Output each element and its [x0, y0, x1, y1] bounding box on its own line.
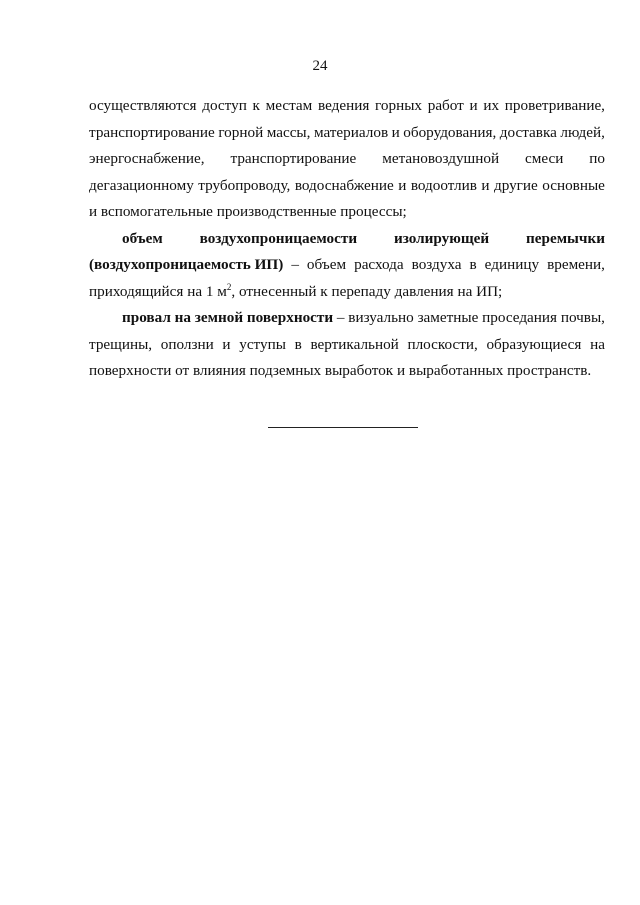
word: по [589, 150, 605, 167]
text-line [89, 332, 605, 359]
document-body [89, 93, 605, 385]
word: объем [306, 256, 347, 273]
text-line [89, 93, 605, 120]
word: водоотлив [410, 176, 477, 194]
word: – [336, 309, 345, 326]
word: местам [265, 97, 313, 114]
word: изолирующей [393, 229, 490, 247]
word: доставка [499, 123, 557, 141]
word: вертикальной [310, 335, 399, 353]
text-line: приходящийся на 1 $м^2$, отнесенный к перепаду давления на ИП; [89, 281, 503, 300]
word: – [291, 256, 299, 273]
word: времени, [547, 256, 605, 273]
word: осуществляются [89, 97, 197, 114]
word: в [469, 256, 477, 273]
word: перемычки [526, 229, 605, 247]
word: дегазационному [89, 176, 194, 194]
word: водоснабжение [294, 176, 394, 194]
word: к [252, 97, 260, 114]
word: воздуха [411, 256, 462, 273]
word: заметные [417, 309, 479, 326]
word: и [481, 176, 490, 194]
word: и [222, 335, 231, 353]
word: на [590, 335, 605, 353]
word: визуально [348, 309, 414, 326]
text-line [89, 173, 605, 200]
word: воздухопроницаемости [199, 229, 358, 247]
word: массы, [266, 123, 311, 141]
word: и [469, 97, 478, 114]
text-line [89, 146, 605, 173]
word: транспортирование [89, 123, 215, 141]
word: другие [493, 176, 538, 194]
word: плоскости, [407, 335, 478, 353]
separator-line [268, 427, 418, 428]
paragraph-3 [89, 305, 605, 385]
word: трещины, [89, 335, 153, 353]
word: основные [542, 176, 605, 194]
word: образующиеся [486, 335, 582, 353]
text-line [89, 305, 605, 332]
word: оборудования, [403, 123, 497, 141]
word: в [294, 335, 302, 353]
word: оползни [160, 335, 214, 353]
word: проветривание, [504, 97, 605, 114]
word: транспортирование [230, 150, 357, 167]
word: смеси [525, 150, 564, 167]
text-line [89, 252, 605, 279]
definition-term-line [89, 226, 605, 253]
word: людей, [560, 123, 605, 141]
definition-term: провал на земной поверхности [122, 309, 334, 326]
word: единицу [484, 256, 540, 273]
word: расхода [354, 256, 404, 273]
text-line [89, 120, 605, 147]
superscript: 2 [226, 281, 232, 292]
paragraph-2 [89, 226, 605, 306]
word: метановоздушной [382, 150, 500, 167]
word: горных [375, 97, 423, 114]
definition-term: (воздухопроницаемость ИП) [89, 256, 284, 273]
word: энергоснабжение, [89, 150, 205, 167]
word: ведения [318, 97, 370, 114]
text-line: и вспомогательные производственные процессы; [89, 203, 407, 220]
word: объем [122, 229, 163, 247]
word: и [391, 123, 400, 141]
word: проседания [482, 309, 558, 326]
word: горной [218, 123, 264, 141]
word: их [483, 97, 500, 114]
word: почвы, [560, 309, 605, 326]
paragraph-1 [89, 93, 605, 226]
word: уступы [239, 335, 286, 353]
page-number: 24 [312, 58, 328, 74]
word: материалов [313, 123, 389, 141]
word: и [398, 176, 407, 194]
word: доступ [202, 97, 247, 114]
text-line: поверхности от влияния подземных выработок и выработанных пространств. [89, 362, 592, 379]
word: трубопроводу, [198, 176, 291, 194]
word: работ [427, 97, 464, 114]
